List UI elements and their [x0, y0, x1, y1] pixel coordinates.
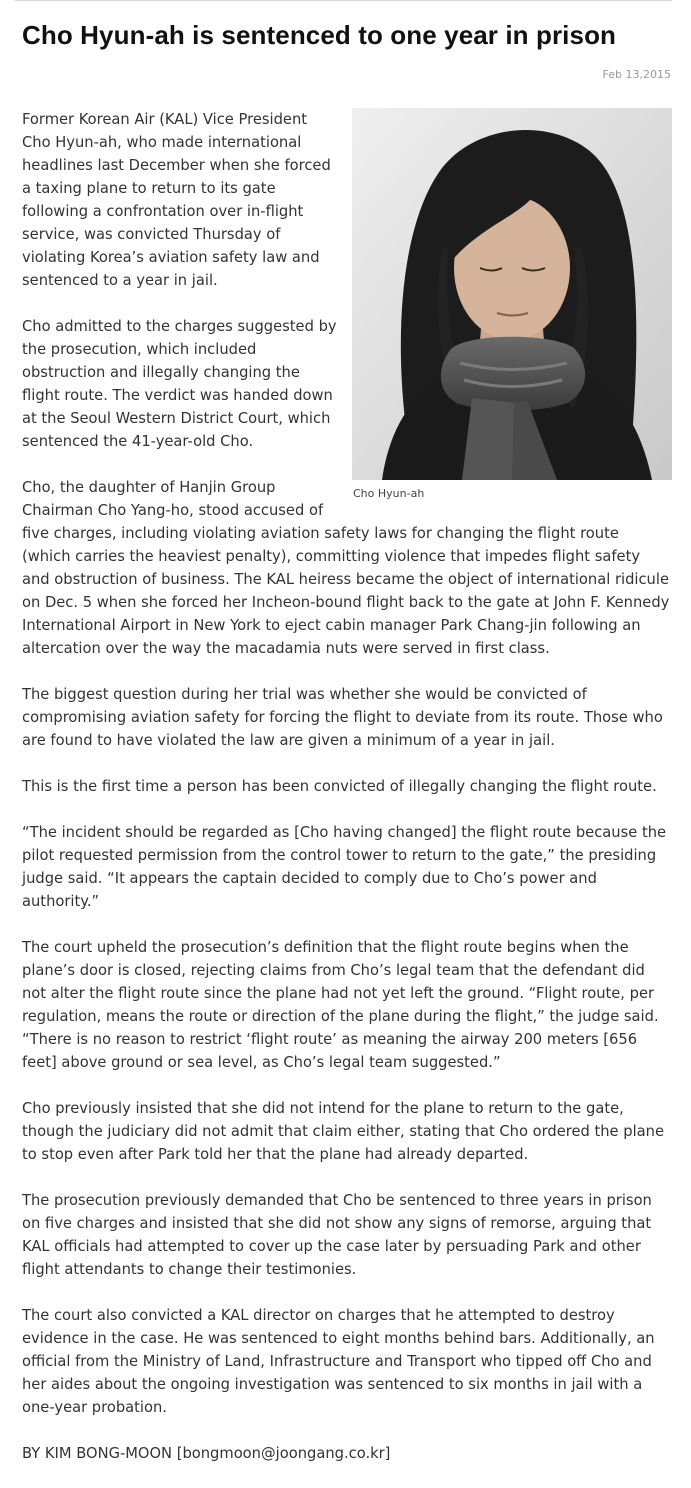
paragraph-5: This is the first time a person has been convicted of illegally changing the flight route.: [22, 778, 657, 795]
photo-caption: Cho Hyun-ah: [353, 487, 425, 500]
paragraph-1: Former Korean Air (KAL) Vice President Cho Hyun-ah, who made international headlines last December when she forced a taxing plane to return to its gate following a confrontation over in-flight service, was convicted Thursday of violating Korea’s aviation safety law and sentenced to a year in jail.: [22, 111, 331, 289]
article-photo: [352, 108, 672, 480]
article-date: Feb 13,2015: [602, 68, 671, 81]
paragraph-4: The biggest question during her trial was whether she would be convicted of compromising aviation safety for forcing the flight to deviate from its route. Those who are found to have violated the law are given a minimum of a year in jail.: [22, 686, 663, 749]
paragraph-3: Cho, the daughter of Hanjin Group Chairman Cho Yang-ho, stood accused of five charges, including violating aviation safety laws for changing the flight route (which carries the heaviest penalty), committing violence that impedes flight safety and obstruction of business. The KAL heiress became the object of international ridicule on Dec. 5 when she forced her Incheon-bound flight back to the gate at John F. Kennedy International Airport in New York to eject cabin manager Park Chang-jin following an altercation over the way the macadamia nuts were served in first class.: [22, 479, 670, 657]
article-byline: BY KIM BONG-MOON [bongmoon@joongang.co.kr]: [22, 1445, 391, 1462]
paragraph-2: Cho admitted to the charges suggested by the prosecution, which included obstruction and illegally changing the flight route. The verdict was handed down at the Seoul Western District Court, which sentenced the 41-year-old Cho.: [22, 318, 337, 450]
paragraph-8: Cho previously insisted that she did not intend for the plane to return to the gate, though the judiciary did not admit that claim either, stating that Cho ordered the plane to stop even after Park told her that the plane had already departed.: [22, 1100, 665, 1163]
article-body: [22, 108, 672, 1488]
paragraph-6: “The incident should be regarded as [Cho having changed] the flight route because the pilot requested permission from the control tower to return to the gate,” the presiding judge said. “It appears the captain decided to comply due to Cho’s power and authority.”: [22, 824, 667, 910]
article-title: Cho Hyun-ah is sentenced to one year in prison: [22, 20, 617, 50]
top-divider: [15, 0, 672, 1]
paragraph-10: The court also convicted a KAL director on charges that he attempted to destroy evidence in the case. He was sentenced to eight months behind bars. Additionally, an official from the Ministry of Land, Infrastructure and Transport who tipped off Cho and her aides about the ongoing investigation was sentenced to six months in jail with a one-year probation.: [22, 1307, 655, 1416]
paragraph-9: The prosecution previously demanded that Cho be sentenced to three years in prison on five charges and insisted that she did not show any signs of remorse, arguing that KAL officials had attempted to cover up the case later by persuading Park and other flight attendants to change their testimonies.: [22, 1192, 652, 1278]
paragraph-7: The court upheld the prosecution’s definition that the flight route begins when the plane’s door is closed, rejecting claims from Cho’s legal team that the defendant did not alter the flight route since the plane had not yet left the ground. “Flight route, per regulation, means the route or direction of the plane during the flight,” the judge said. “There is no reason to restrict ‘flight route’ as meaning the airway 200 meters [656 feet] above ground or sea level, as Cho’s legal team suggested.”: [22, 939, 659, 1071]
photo-figure: [352, 108, 672, 502]
